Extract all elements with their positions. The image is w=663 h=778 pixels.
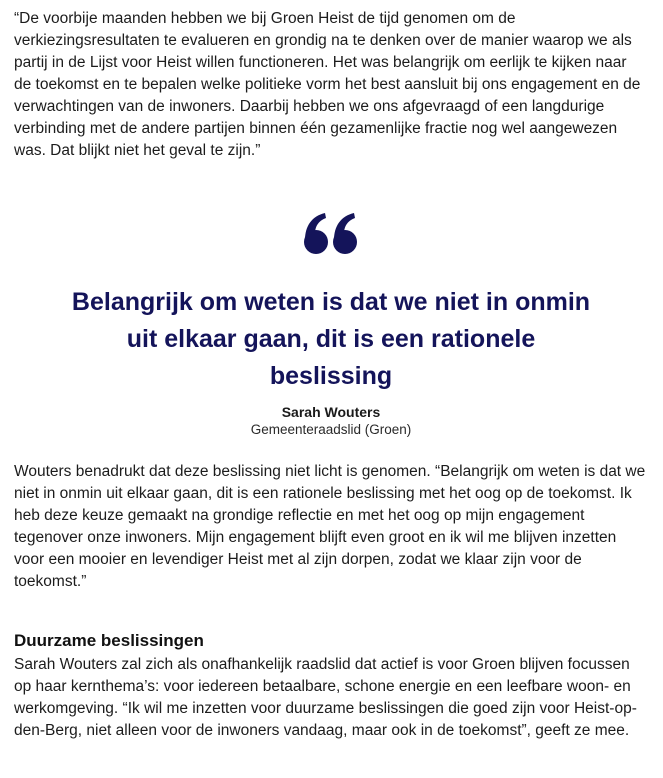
paragraph-intro: “De voorbije maanden hebben we bij Groen Heist de tijd genomen om de verkiezingsresultaten te evalueren en grondig na te denken over de manier waarop we als partij in de Lijst voor Heist willen functioneren. Het was belangrijk om eerlijk te kijken naar de toekomst en te bepalen welke politieke vorm het best aansluit bij ons engagement en de verwachtingen van de inwoners. Daarbij hebben we ons afgevraagd of een langdurige verbinding met de andere partijen binnen één gezamenlijke fractie nog wel aangewezen was. Dat blijkt niet het geval te zijn.” xyxy=(14,10,641,159)
pull-quote xyxy=(14,212,648,439)
paragraph-wouters: Wouters benadrukt dat deze beslissing niet licht is genomen. “Belangrijk om weten is dat we niet in onmin uit elkaar gaan, dit is een rationele beslissing met het oog op de toekomst. Ik heb deze keuze gemaakt na grondige reflectie en met het oog op mijn engagement tegenover onze inwoners. Mijn engagement blijft even groot en ik wil me blijven inzetten voor een mooier en levendiger Heist met al zijn dorpen, zodat we klaar zijn voor de toekomst.” xyxy=(14,463,646,590)
quote-mark-icon xyxy=(303,212,359,256)
paragraph-duurzaam: Sarah Wouters zal zich als onafhankelijk raadslid dat actief is voor Groen blijven focussen op haar kernthema’s: voor iedereen betaalbare, schone energie en een leefbare woon- en werkomgeving. “Ik wil me inzetten voor duurzame beslissingen die goed zijn voor Heist-op-den-Berg, niet alleen voor de inwoners vandaag, maar ook in de toekomst”, geeft ze mee. xyxy=(14,656,637,739)
pull-quote-author: Sarah Wouters xyxy=(281,404,381,420)
pull-quote-text: Belangrijk om weten is dat we niet in onmin uit elkaar gaan, dit is een rationele beslissing xyxy=(71,288,591,390)
pull-quote-role: Gemeenteraadslid (Groen) xyxy=(250,422,412,437)
section-heading: Duurzame beslissingen xyxy=(14,631,204,650)
